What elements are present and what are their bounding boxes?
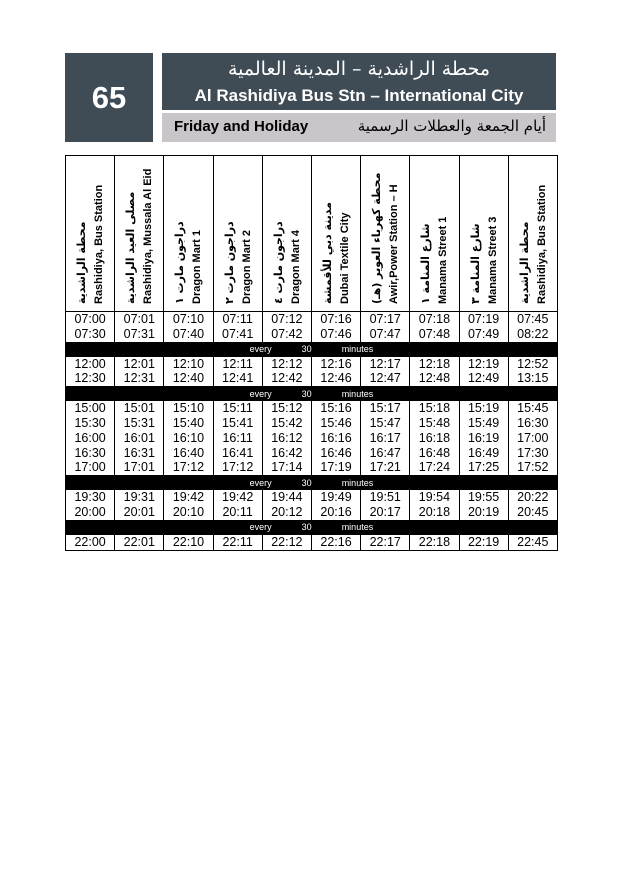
departure-time: 19:44 [271,490,303,505]
time-cell [66,356,115,387]
time-cell [410,312,459,343]
departure-time: 20:17 [369,504,401,519]
departure-time: 20:10 [172,504,205,519]
time-cell [361,534,410,550]
time-cell [508,312,557,343]
departure-time: 22:12 [271,534,303,549]
stop-name-english: Rashidiya, Mussala Al Eid [142,168,155,304]
time-cell [262,401,311,476]
timetable-body [66,312,558,551]
departure-time: 16:49 [467,445,500,460]
stop-name-arabic: دراجون مارت ٤ [271,221,285,304]
frequency-unit: minutes [341,522,374,533]
stop-header [508,156,557,312]
time-cell [508,534,557,550]
departure-time: 17:00 [517,430,549,445]
stop-header [459,156,508,312]
departure-time: 17:25 [467,460,500,475]
departure-time: 22:18 [418,534,451,549]
frequency-row [66,342,558,356]
departure-time: 15:46 [320,415,352,430]
departure-time: 07:46 [320,326,352,341]
time-cell [164,534,213,550]
departure-time: 16:31 [123,445,155,460]
departure-time: 15:47 [369,415,401,430]
departure-time: 08:22 [517,326,549,341]
departure-time: 15:48 [418,415,451,430]
departure-time: 19:42 [172,490,205,505]
departure-time: 16:00 [74,430,106,445]
departure-time: 15:01 [123,401,155,416]
departure-time: 07:47 [369,326,401,341]
departure-time: 16:11 [222,430,253,445]
departure-time: 20:12 [271,504,303,519]
stop-name-arabic: دراجون مارت ١ [173,221,187,304]
time-cell [508,401,557,476]
departure-time: 12:48 [418,371,451,386]
frequency-note [66,520,558,534]
stop-name-english: Dubai Textile City [338,212,351,304]
route-title-banner [162,53,556,110]
departure-time: 16:16 [320,430,352,445]
time-cell [459,534,508,550]
stop-name-english: Manama Street 1 [437,216,450,304]
time-cell [213,534,262,550]
time-cell [66,401,115,476]
departure-time: 12:10 [172,356,205,371]
time-cell [410,534,459,550]
frequency-row [66,476,558,490]
departure-time: 07:45 [517,312,549,326]
departure-time: 12:11 [222,356,253,371]
frequency-row [66,520,558,534]
departure-time: 12:16 [320,356,352,371]
time-cell [311,534,360,550]
departure-time: 20:16 [320,504,352,519]
departure-time: 15:31 [123,415,155,430]
departure-time: 15:17 [369,401,401,416]
time-cell [361,401,410,476]
stop-header [164,156,213,312]
departure-time: 15:11 [222,401,253,416]
departure-time: 15:41 [222,415,254,430]
departure-time: 17:24 [418,460,451,475]
departure-time: 17:14 [271,460,303,475]
departure-time: 12:47 [369,371,401,386]
departure-time: 19:31 [123,490,155,505]
time-cell [459,401,508,476]
stop-name-arabic: شارع المنامة ٣ [468,223,482,304]
departure-time: 16:12 [271,430,303,445]
time-cell [115,401,164,476]
departure-time: 17:01 [123,460,155,475]
departure-time: 22:10 [172,534,205,549]
frequency-unit: minutes [341,388,374,399]
time-cell [213,356,262,387]
stops-header-row [66,156,558,312]
frequency-note [66,387,558,401]
stop-header [410,156,459,312]
departure-time: 07:17 [369,312,401,326]
time-cell [311,490,360,521]
time-cell [164,401,213,476]
departure-time: 22:01 [123,534,155,549]
departure-time: 22:00 [74,534,106,549]
departure-time: 19:51 [369,490,401,505]
stop-name-arabic: محطة الراشدية [75,221,88,304]
departure-time: 17:00 [74,460,106,475]
frequency-value: 30 [301,344,312,355]
departure-time: 22:17 [369,534,401,549]
departure-time: 19:49 [320,490,352,505]
departure-time: 19:30 [74,490,106,505]
time-cell [262,356,311,387]
service-days-english: Friday and Holiday [174,118,309,135]
departure-time: 15:49 [467,415,500,430]
departure-time: 15:18 [418,401,451,416]
stop-name-arabic: دراجون مارت ٢ [222,221,236,304]
time-cell [311,401,360,476]
departure-time: 15:16 [320,401,352,416]
time-cell [66,490,115,521]
departure-time: 15:10 [172,401,205,416]
departure-time: 12:17 [369,356,401,371]
departure-time: 12:31 [123,371,155,386]
frequency-every: every [249,388,272,399]
departure-time: 17:30 [517,445,549,460]
departure-time: 12:30 [74,371,106,386]
departure-time: 16:46 [320,445,352,460]
departure-time: 12:49 [467,371,500,386]
departure-time: 16:41 [222,445,254,460]
time-cell [410,490,459,521]
departure-time: 16:17 [369,430,401,445]
departure-time: 12:12 [271,356,303,371]
frequency-note [66,476,558,490]
stop-name-english: Dragon Mart 4 [289,230,302,304]
departure-time: 20:18 [418,504,451,519]
time-cell [361,490,410,521]
departure-time: 12:42 [271,371,303,386]
departure-time: 07:18 [418,312,451,326]
departure-time: 07:48 [418,326,451,341]
departure-time: 17:21 [369,460,401,475]
stop-name-arabic: مصلى العيد الراشدية [124,191,138,304]
departure-time: 12:52 [517,356,549,371]
departure-time: 20:19 [467,504,500,519]
departure-time: 20:01 [123,504,155,519]
time-block-row [66,490,558,521]
departure-time: 22:11 [222,534,253,549]
departure-time: 07:01 [123,312,155,326]
departure-time: 15:00 [74,401,106,416]
departure-time: 15:30 [74,415,106,430]
stop-name-arabic: شارع المنامة ١ [419,223,433,304]
departure-time: 15:12 [271,401,303,416]
departure-time: 22:19 [467,534,500,549]
departure-time: 19:42 [222,490,254,505]
stop-name-english: Rashidiya, Bus Station [93,184,105,304]
departure-time: 17:19 [320,460,352,475]
departure-time: 17:52 [517,460,549,475]
departure-time: 22:16 [320,534,352,549]
time-cell [410,401,459,476]
stop-name-english: Dragon Mart 2 [240,230,253,304]
frequency-every: every [249,522,272,533]
departure-time: 07:42 [271,326,303,341]
time-cell [410,356,459,387]
departure-time: 20:45 [517,504,549,519]
departure-time: 12:19 [467,356,500,371]
departure-time: 19:54 [418,490,451,505]
time-cell [164,312,213,343]
time-cell [66,312,115,343]
time-cell [508,356,557,387]
departure-time: 12:18 [418,356,451,371]
departure-time: 13:15 [517,371,549,386]
departure-time: 07:31 [123,326,155,341]
frequency-value: 30 [301,388,312,399]
departure-time: 15:42 [271,415,303,430]
time-cell [164,356,213,387]
departure-time: 07:30 [74,326,106,341]
departure-time: 12:46 [320,371,352,386]
departure-time: 17:12 [172,460,205,475]
departure-time: 07:00 [74,312,106,326]
service-days-banner [162,113,556,142]
time-cell [115,356,164,387]
stop-name-english: Manama Street 3 [486,216,499,304]
departure-time: 16:30 [74,445,106,460]
frequency-value: 30 [301,522,312,533]
departure-time: 22:45 [517,534,549,549]
departure-time: 15:45 [517,401,549,416]
time-cell [262,490,311,521]
departure-time: 20:11 [222,504,253,519]
time-cell [115,312,164,343]
time-cell [262,534,311,550]
frequency-every: every [249,477,272,488]
frequency-unit: minutes [341,344,374,355]
departure-time: 16:01 [123,430,155,445]
departure-time: 07:11 [222,312,253,326]
departure-time: 07:10 [172,312,205,326]
time-block-row [66,534,558,550]
departure-time: 12:00 [74,356,106,371]
departure-time: 12:40 [172,371,205,386]
departure-time: 16:47 [369,445,401,460]
time-cell [361,312,410,343]
frequency-note [66,342,558,356]
departure-time: 07:16 [320,312,352,326]
departure-time: 12:01 [123,356,155,371]
time-cell [311,356,360,387]
route-title-english: Al Rashidiya Bus Stn – International City [194,86,524,105]
time-cell [213,401,262,476]
stop-name-arabic: محطة كهرباء العوير (هـ) [370,172,384,304]
frequency-value: 30 [301,477,312,488]
time-cell [164,490,213,521]
departure-time: 16:18 [418,430,451,445]
departure-time: 16:19 [467,430,500,445]
stop-name-english: Awir,Power Station – H [388,184,401,304]
departure-time: 15:19 [467,401,500,416]
stop-name-arabic: مدينة دبي للأقمشة [320,202,334,304]
time-block-row [66,312,558,343]
time-cell [213,312,262,343]
time-block-row [66,401,558,476]
departure-time: 20:22 [517,490,549,505]
route-title-arabic: محطة الراشدية – المدينة العالمية [227,58,491,80]
frequency-unit: minutes [341,477,374,488]
time-cell [459,356,508,387]
stop-name-english: Dragon Mart 1 [191,230,204,304]
stop-header [361,156,410,312]
departure-time: 20:00 [74,504,106,519]
time-cell [311,312,360,343]
departure-time: 17:12 [222,460,254,475]
stop-header [213,156,262,312]
time-cell [115,534,164,550]
time-cell [66,534,115,550]
time-cell [459,312,508,343]
departure-time: 07:12 [271,312,303,326]
departure-time: 12:41 [222,371,254,386]
stop-name-english: Rashidiya, Bus Station [535,184,548,304]
stop-header [262,156,311,312]
stop-header [311,156,360,312]
departure-time: 16:40 [172,445,205,460]
departure-time: 16:48 [418,445,451,460]
departure-time: 19:55 [467,490,500,505]
departure-time: 07:19 [467,312,500,326]
departure-time: 07:40 [172,326,205,341]
frequency-row [66,387,558,401]
stop-header [115,156,164,312]
departure-time: 07:41 [222,326,254,341]
stop-name-arabic: محطة الراشدية [517,221,531,304]
stop-header [66,156,115,312]
departure-time: 07:49 [467,326,500,341]
time-cell [115,490,164,521]
time-cell [459,490,508,521]
route-number: 65 [65,53,153,142]
frequency-every: every [249,344,272,355]
time-block-row [66,356,558,387]
time-cell [262,312,311,343]
time-cell [361,356,410,387]
time-cell [213,490,262,521]
departure-time: 16:30 [517,415,549,430]
departure-time: 16:42 [271,445,303,460]
departure-time: 15:40 [172,415,205,430]
timetable [65,155,558,551]
time-cell [508,490,557,521]
departure-time: 16:10 [172,430,205,445]
service-days-arabic: أيام الجمعة والعطلات الرسمية [357,117,546,135]
